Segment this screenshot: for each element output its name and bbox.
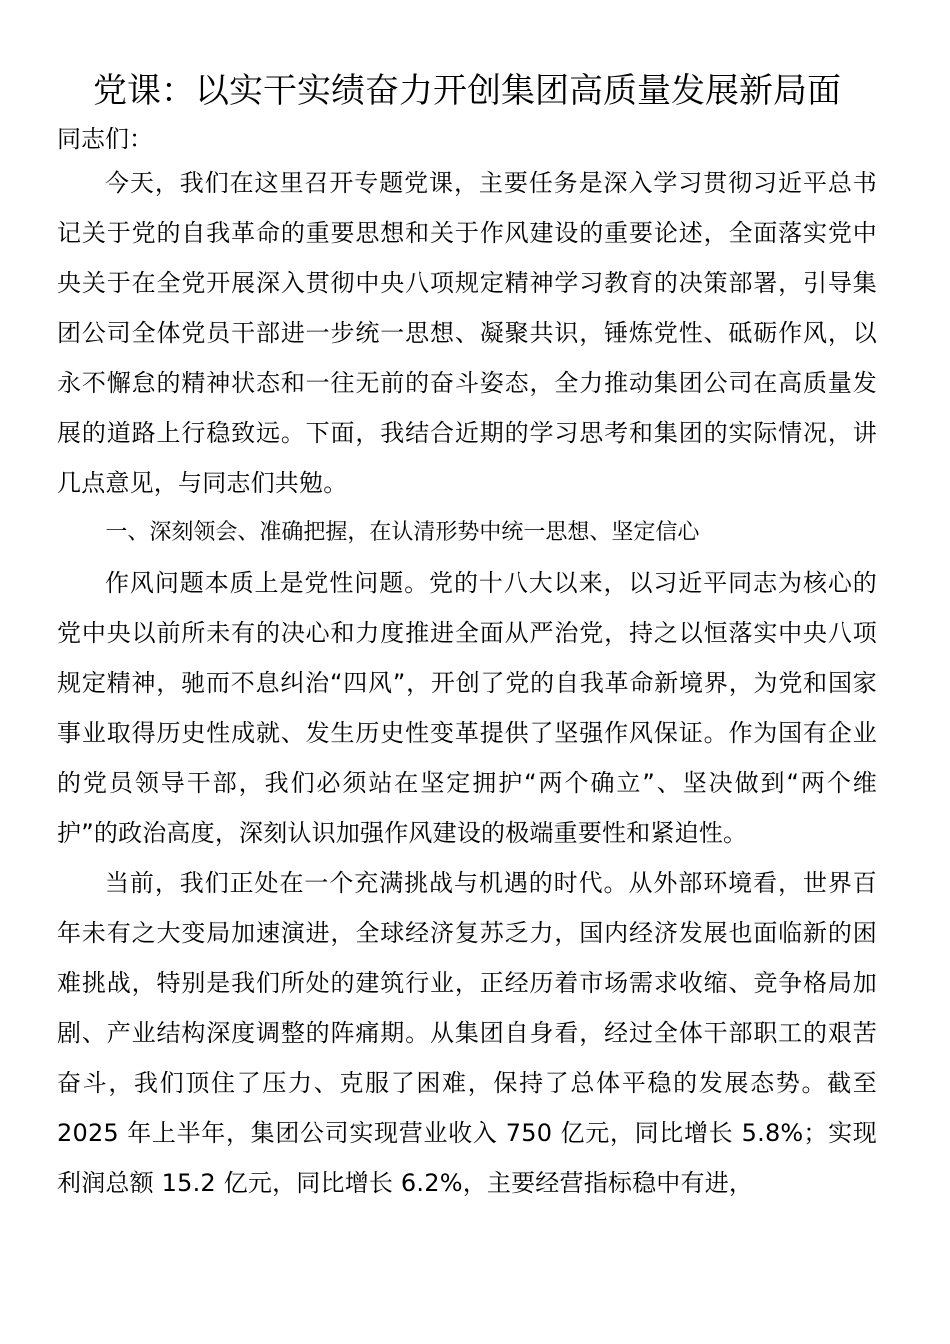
document-page bbox=[57, 62, 877, 1208]
document-title: 党课：以实干实绩奋力开创集团高质量发展新局面 bbox=[93, 71, 841, 111]
paragraph-style-issue: 作风问题本质上是党性问题。党的十八大以来，以习近平同志为核心的党中央以前所未有的决心和力度推进全面从严治党，持之以恒落实中央八项规定精神，驰而不息纠治“四风”，开创了党的自我革命新境界，为党和国家事业取得历史性成就、发生历史性变革提供了坚强作风保证。作为国有企业的党员领导干部，我们必须站在坚定拥护“两个确立”、坚决做到“两个维护”的政治高度，深刻认识加强作风建设的极端重要性和紧迫性。 bbox=[57, 569, 877, 847]
section-heading: 一、深刻领会、准确把握，在认清形势中统一思想、坚定信心 bbox=[105, 520, 700, 545]
paragraph-current-situation: 当前，我们正处在一个充满挑战与机遇的时代。从外部环境看，世界百年未有之大变局加速演进，全球经济复苏乏力，国内经济发展也面临新的困难挑战，特别是我们所处的建筑行业，正经历着市场需求收缩、竞争格局加剧、产业结构深度调整的阵痛期。从集团自身看，经过全体干部职工的艰苦奋斗，我们顶住了压力、克服了困难，保持了总体平稳的发展态势。截至 2025 年上半年，集团公司实现营业收入 750 亿元，同比增长 5.8%；实现利润总额 15.2 亿元，同比增长 6.2%，主要经营指标稳中有进， bbox=[57, 869, 877, 1197]
salutation: 同志们： bbox=[57, 125, 153, 153]
paragraph-intro: 今天，我们在这里召开专题党课，主要任务是深入学习贯彻习近平总书记关于党的自我革命的重要思想和关于作风建设的重要论述，全面落实党中央关于在全党开展深入贯彻中央八项规定精神学习教育的决策部署，引导集团公司全体党员干部进一步统一思想、凝聚共识，锤炼党性、砥砺作风，以永不懈怠的精神状态和一往无前的奋斗姿态，全力推动集团公司在高质量发展的道路上行稳致远。下面，我结合近期的学习思考和集团的实际情况，讲几点意见，与同志们共勉。 bbox=[57, 169, 877, 497]
